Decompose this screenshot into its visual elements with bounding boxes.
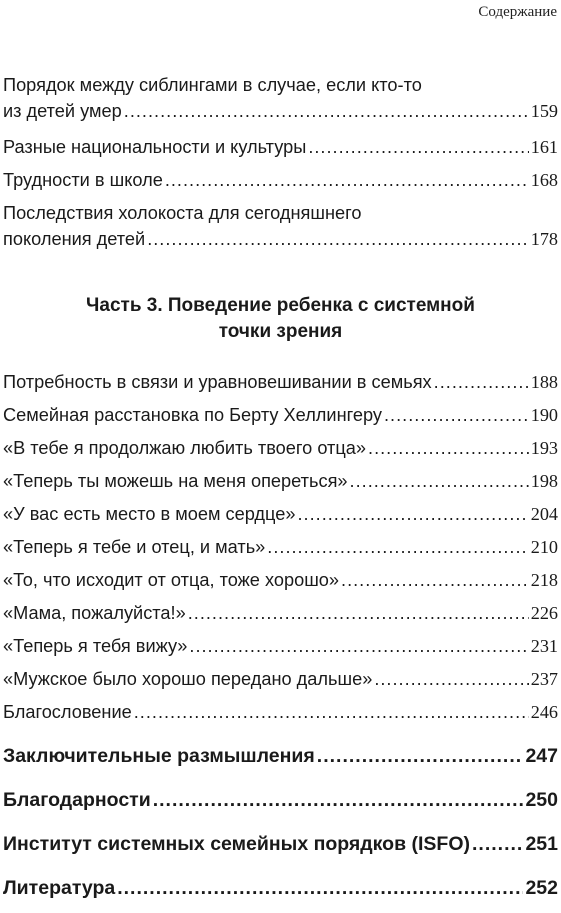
toc-entry-page: 210	[530, 537, 558, 557]
toc-entry-page: 250	[525, 789, 558, 811]
toc-entry-page: 247	[525, 745, 558, 767]
toc-entry[interactable]	[3, 134, 558, 160]
dot-leader	[134, 699, 529, 725]
toc-entry-title: Благословение	[3, 702, 132, 722]
toc-entry[interactable]	[3, 402, 558, 428]
toc-entry[interactable]	[3, 435, 558, 461]
toc-entry-page: 178	[530, 229, 558, 249]
toc-entry-page: 252	[525, 877, 558, 899]
toc-entry-page: 190	[530, 405, 558, 425]
toc-entry[interactable]	[3, 501, 558, 527]
toc-entry[interactable]	[3, 167, 558, 193]
toc-entry-title: «У вас есть место в моем сердце»	[3, 504, 296, 524]
toc-entry[interactable]	[3, 468, 558, 494]
toc-entry-title: Институт системных семейных порядков (ISFO)	[3, 833, 470, 855]
dot-leader	[434, 369, 529, 395]
dot-leader	[153, 787, 524, 813]
toc-entry-page: 188	[530, 372, 558, 392]
toc-entry-title: «Мужское было хорошо передано дальше»	[3, 669, 373, 689]
dot-leader	[350, 468, 529, 494]
toc-entry[interactable]	[3, 534, 558, 560]
toc-entry-title: Заключительные размышления	[3, 745, 315, 767]
dot-leader	[189, 633, 528, 659]
dot-leader	[317, 743, 524, 769]
toc-entry-page: 193	[530, 438, 558, 458]
part-heading-line1: Часть 3. Поведение ребенка с системной	[86, 295, 475, 316]
toc-entry[interactable]	[3, 600, 558, 626]
toc-entry-title: поколения детей	[3, 229, 146, 249]
toc-entry-title: Благодарности	[3, 789, 151, 811]
toc-entry-title: «Мама, пожалуйста!»	[3, 603, 186, 623]
part-heading	[0, 293, 561, 345]
toc-entry-page: 231	[530, 636, 558, 656]
toc-entry-title-line1: Порядок между сиблингами в случае, если кто-то	[3, 75, 422, 95]
toc-entry-page: 204	[530, 504, 558, 524]
dot-leader	[297, 501, 528, 527]
toc-entry[interactable]	[3, 200, 558, 252]
toc-entry-title: «Теперь я тебя вижу»	[3, 636, 188, 656]
toc-entry-title: «Теперь я тебе и отец, и мать»	[3, 537, 266, 557]
toc-entry-page: 161	[530, 137, 558, 157]
dot-leader	[368, 435, 529, 461]
dot-leader	[384, 402, 529, 428]
toc-entry-page: 218	[530, 570, 558, 590]
toc-entry-bold[interactable]	[3, 743, 558, 769]
toc-entry-title: Семейная расстановка по Берту Хеллингеру	[3, 405, 382, 425]
toc-entry-page: 226	[530, 603, 558, 623]
dot-leader	[147, 226, 529, 252]
toc-entry-page: 251	[525, 833, 558, 855]
toc-entry-page: 198	[530, 471, 558, 491]
toc-entry[interactable]	[3, 633, 558, 659]
toc-entry[interactable]	[3, 699, 558, 725]
toc-entry-title: «Теперь ты можешь на меня опереться»	[3, 471, 348, 491]
toc-entry-title: Потребность в связи и уравновешивании в семьях	[3, 372, 432, 392]
toc-entry-title: Трудности в школе	[3, 170, 163, 190]
toc-entry-page: 237	[530, 669, 558, 689]
toc-entry-bold[interactable]	[3, 875, 558, 901]
toc-entry-title: Разные национальности и культуры	[3, 137, 307, 157]
dot-leader	[117, 875, 523, 901]
running-header: Содержание	[478, 4, 557, 20]
dot-leader	[165, 167, 529, 193]
toc-entry-bold[interactable]	[3, 831, 558, 857]
toc-entry[interactable]	[3, 72, 558, 124]
toc-entry-bold[interactable]	[3, 787, 558, 813]
toc-entry-title: Литература	[3, 877, 116, 899]
toc-entry-page: 246	[530, 702, 558, 722]
toc-entry-title: «В тебе я продолжаю любить твоего отца»	[3, 438, 367, 458]
dot-leader	[188, 600, 529, 626]
dot-leader	[341, 567, 529, 593]
toc-entry-title: из детей умер	[3, 101, 122, 121]
toc-entry-title-line1: Последствия холокоста для сегодняшнего	[3, 203, 362, 223]
dot-leader	[267, 534, 528, 560]
part-heading-line2: точки зрения	[218, 321, 343, 342]
dot-leader	[374, 666, 528, 692]
dot-leader	[308, 134, 528, 160]
toc-entry[interactable]	[3, 369, 558, 395]
toc-entry-page: 159	[530, 101, 558, 121]
toc-entry[interactable]	[3, 567, 558, 593]
toc-entry-title: «То, что исходит от отца, тоже хорошо»	[3, 570, 340, 590]
dot-leader	[472, 831, 523, 857]
dot-leader	[124, 98, 529, 124]
toc-entry[interactable]	[3, 666, 558, 692]
toc-entry-page: 168	[530, 170, 558, 190]
